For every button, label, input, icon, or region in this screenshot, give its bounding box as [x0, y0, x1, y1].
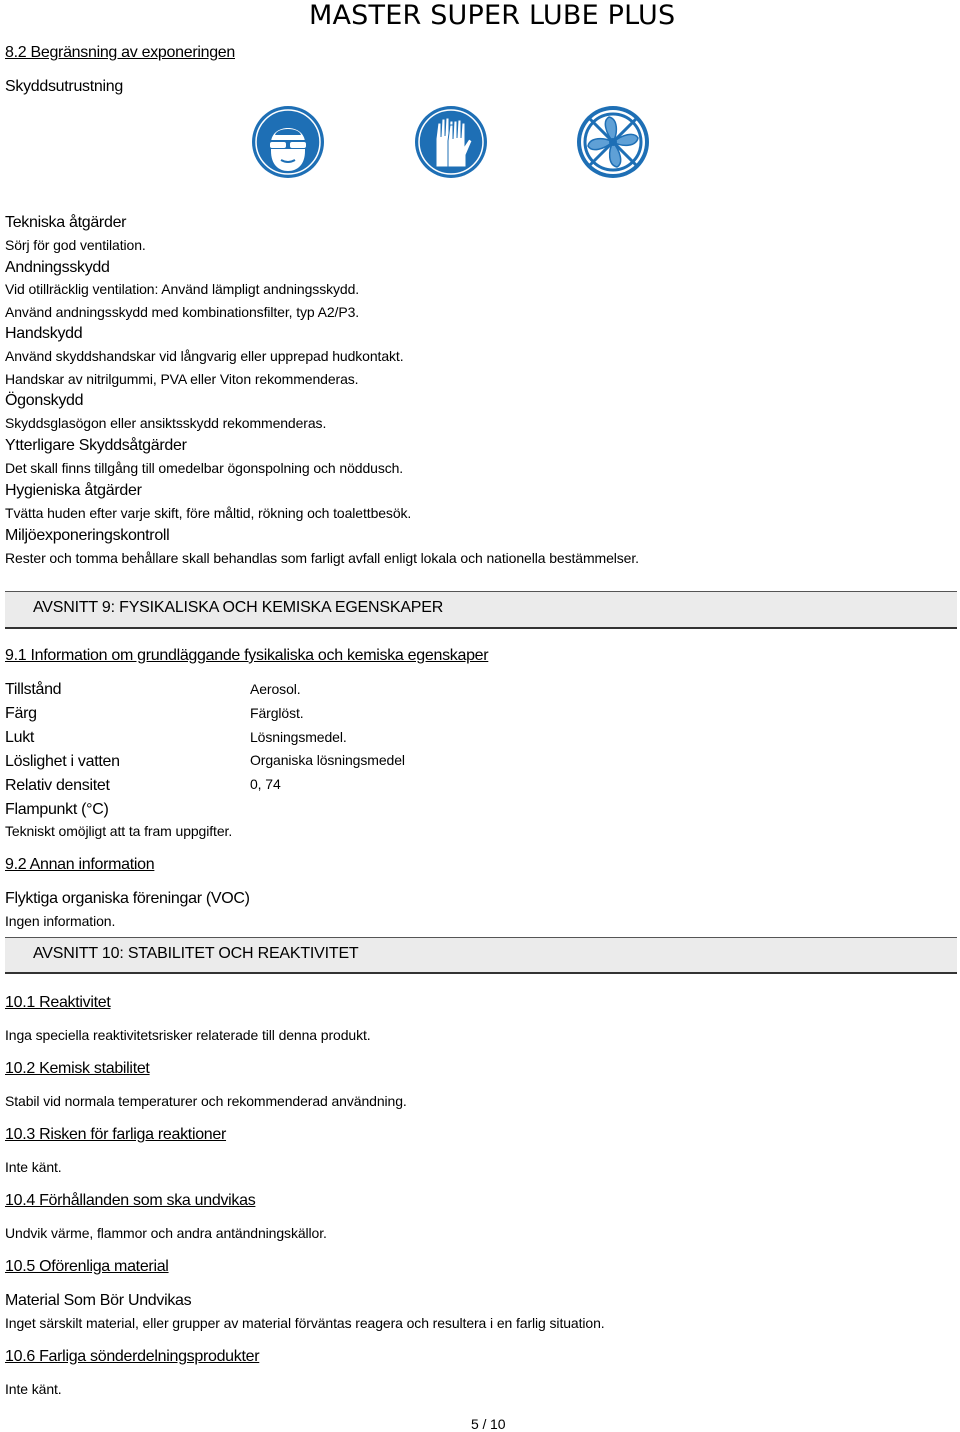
section-10-6-heading: 10.6 Farliga sönderdelningsprodukter: [5, 1348, 260, 1365]
item-title-ytterligare: Ytterligare Skyddsåtgärder: [5, 437, 187, 454]
item-text: Handskar av nitrilgummi, PVA eller Viton rekommenderas.: [5, 371, 359, 387]
section-10-bar: [5, 937, 957, 974]
item-title-miljo: Miljöexponeringskontroll: [5, 527, 170, 544]
section-10-1-heading: 10.1 Reaktivitet: [5, 994, 111, 1011]
section-10-title: AVSNITT 10: STABILITET OCH REAKTIVITET: [33, 945, 359, 962]
section-10-3-heading: 10.3 Risken för farliga reaktioner: [5, 1126, 227, 1143]
property-label: Löslighet i vatten: [5, 753, 120, 770]
property-label: Lukt: [5, 729, 35, 746]
voc-label: Flyktiga organiska föreningar (VOC): [5, 890, 250, 907]
item-text: Vid otillräcklig ventilation: Använd lämpligt andningsskydd.: [5, 281, 360, 297]
property-label: Färg: [5, 705, 37, 722]
item-text: Tvätta huden efter varje skift, före måltid, rökning och toalettbesök.: [5, 505, 412, 521]
item-title-tekniska: Tekniska åtgärder: [5, 214, 127, 231]
section-9-2-heading: 9.2 Annan information: [5, 856, 155, 873]
item-text: Använd skyddshandskar vid långvarig eller upprepad hudkontakt.: [5, 348, 404, 364]
property-label: Tillstånd: [5, 681, 62, 698]
property-value: Färglöst.: [250, 705, 304, 721]
page-number: 5 / 10: [471, 1416, 506, 1432]
property-value: 0, 74: [250, 776, 281, 792]
voc-value: Ingen information.: [5, 913, 116, 929]
section-10-3-text: Inte känt.: [5, 1159, 62, 1175]
face-shield-goggles-icon: [251, 105, 325, 179]
section-10-4-heading: 10.4 Förhållanden som ska undvikas: [5, 1192, 256, 1209]
section-9-title: AVSNITT 9: FYSIKALISKA OCH KEMISKA EGENSKAPER: [33, 599, 444, 616]
ppe-heading: Skyddsutrustning: [5, 78, 123, 95]
section-9-bar: [5, 591, 957, 629]
section-10-2-text: Stabil vid normala temperaturer och rekommenderad användning.: [5, 1093, 407, 1109]
section-10-5-subheading: Material Som Bör Undvikas: [5, 1292, 192, 1309]
item-title-handskydd: Handskydd: [5, 325, 83, 342]
section-10-4-text: Undvik värme, flammor och andra antändningskällor.: [5, 1225, 327, 1241]
section-10-5-text: Inget särskilt material, eller grupper av material förväntas reagera och resultera i en farlig situation.: [5, 1315, 605, 1331]
item-text: Sörj för god ventilation.: [5, 237, 146, 253]
item-title-ogonskydd: Ögonskydd: [5, 392, 84, 409]
document-title: MASTER SUPER LUBE PLUS: [309, 0, 676, 31]
section-10-1-text: Inga speciella reaktivitetsrisker relaterade till denna produkt.: [5, 1027, 371, 1043]
section-10-5-heading: 10.5 Oförenliga material: [5, 1258, 169, 1275]
property-value: Organiska lösningsmedel: [250, 752, 405, 768]
protective-gloves-icon: [414, 105, 488, 179]
property-value: Aerosol.: [250, 681, 301, 697]
item-text: Skyddsglasögon eller ansiktsskydd rekommenderas.: [5, 415, 327, 431]
property-label: Relativ densitet: [5, 777, 110, 794]
property-value: Lösningsmedel.: [250, 729, 347, 745]
item-title-andningsskydd: Andningsskydd: [5, 259, 110, 276]
item-title-hygieniska: Hygieniska åtgärder: [5, 482, 142, 499]
item-text: Det skall finns tillgång till omedelbar ögonspolning och nöddusch.: [5, 460, 404, 476]
section-8-2-heading: 8.2 Begränsning av exponeringen: [5, 44, 235, 61]
property-label: Flampunkt (°C): [5, 801, 109, 818]
item-text: Rester och tomma behållare skall behandlas som farligt avfall enligt lokala och nationella bestämmelser.: [5, 550, 639, 566]
section-10-6-text: Inte känt.: [5, 1381, 62, 1397]
item-text: Använd andningsskydd med kombinationsfilter, typ A2/P3.: [5, 304, 360, 320]
section-9-1-heading: 9.1 Information om grundläggande fysikaliska och kemiska egenskaper: [5, 647, 489, 664]
ventilation-fan-icon: [576, 105, 650, 179]
flash-point-note: Tekniskt omöjligt att ta fram uppgifter.: [5, 823, 233, 839]
section-10-2-heading: 10.2 Kemisk stabilitet: [5, 1060, 150, 1077]
